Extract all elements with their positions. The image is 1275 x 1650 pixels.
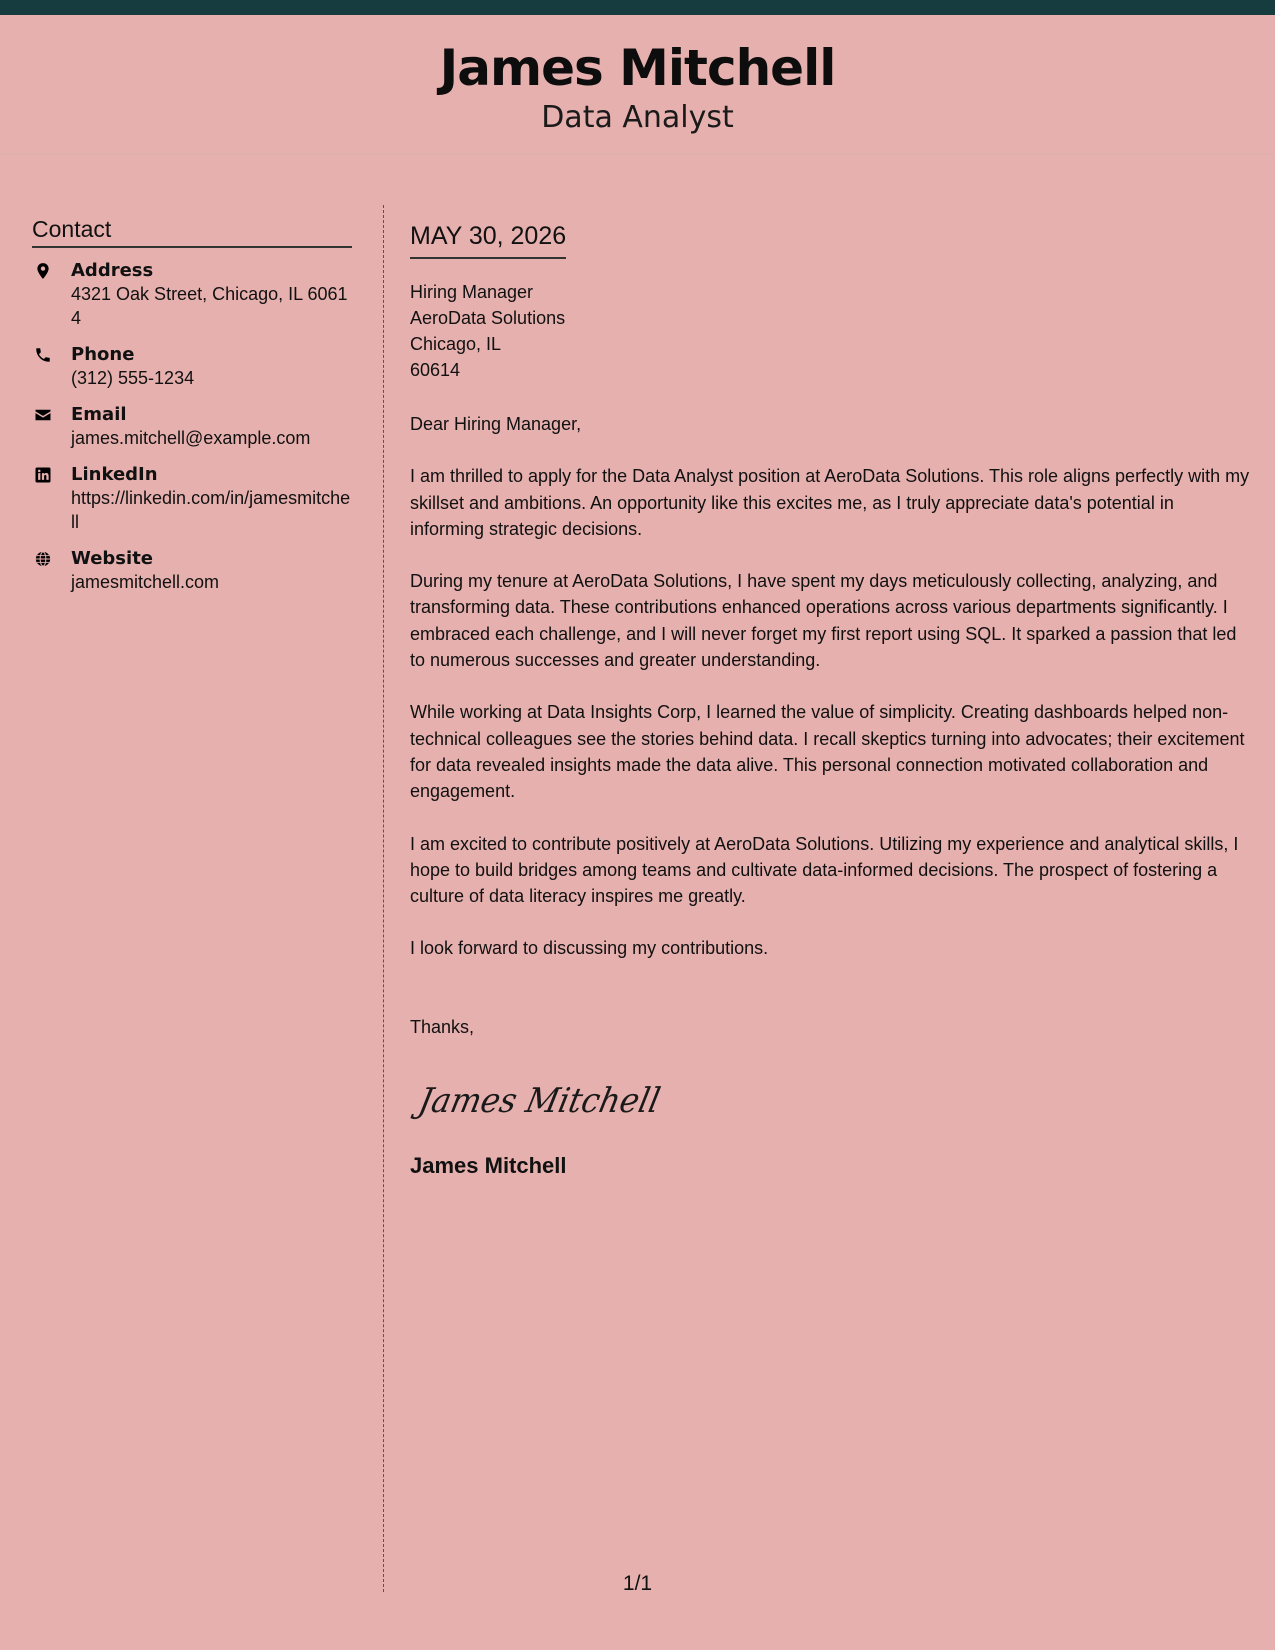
recipient-line: AeroData Solutions: [410, 308, 566, 328]
contact-email: [32, 404, 352, 450]
top-accent-bar: [0, 0, 1275, 15]
page-number: 1/1: [622, 1572, 653, 1595]
recipient-line: 60614: [410, 360, 461, 380]
recipient-line: Chicago, IL: [410, 334, 502, 354]
contact-phone: [32, 344, 352, 390]
address-value: 4321 Oak Street, Chicago, IL 60614: [71, 284, 348, 328]
contact-linkedin: [32, 464, 352, 534]
contact-website: [32, 548, 352, 594]
linkedin-value[interactable]: https://linkedin.com/in/jamesmitchell: [71, 488, 351, 532]
applicant-title: Data Analyst: [541, 100, 734, 135]
envelope-icon: [34, 406, 52, 424]
contact-sidebar: [32, 218, 352, 608]
paragraph: I look forward to discussing my contributions.: [410, 938, 769, 959]
phone-icon: [34, 346, 52, 364]
recipient-block: [410, 279, 1252, 383]
map-pin-icon: [34, 262, 52, 280]
contact-address: [32, 260, 352, 330]
header: [0, 15, 1275, 155]
paragraph: During my tenure at AeroData Solutions, I have spent my days meticulously collecting, analyzing, and transforming data. These contributions enhanced operations across various departments significantly. I embraced each challenge, and I will never forget my first report using SQL. It sparked a passion that led to numerous successes and greater understanding.: [410, 571, 1237, 671]
applicant-name: James Mitchell: [439, 39, 836, 97]
website-value[interactable]: jamesmitchell.com: [71, 572, 220, 592]
address-label: Address: [71, 260, 154, 281]
closing: Thanks,: [410, 1016, 475, 1037]
website-label: Website: [71, 548, 154, 569]
salutation: Dear Hiring Manager,: [410, 414, 582, 434]
contact-heading: Contact: [32, 218, 352, 248]
paragraph: While working at Data Insights Corp, I learned the value of simplicity. Creating dashboards helped non-technical colleagues see the stories behind data. I recall skeptics turning into advocates; their excitement for data revealed insights made the data alive. This personal connection motivated collaboration and engagement.: [410, 702, 1245, 802]
email-label: Email: [71, 404, 127, 425]
paragraph: I am thrilled to apply for the Data Analyst position at AeroData Solutions. This role aligns perfectly with my skillset and ambitions. An opportunity like this excites me, as I truly appreciate data's potential in informing strategic decisions.: [410, 466, 1250, 539]
signed-name: James Mitchell: [410, 1153, 567, 1179]
paragraph: I am excited to contribute positively at AeroData Solutions. Utilizing my experience and analytical skills, I hope to build bridges among teams and cultivate data-informed decisions. The prospect of fostering a culture of data literacy inspires me greatly.: [410, 833, 1239, 907]
globe-icon: [34, 550, 52, 568]
phone-label: Phone: [71, 344, 135, 365]
letter-body: [410, 224, 1252, 1179]
recipient-line: Hiring Manager: [410, 282, 534, 302]
letter-date: MAY 30, 2026: [410, 224, 566, 259]
handwritten-signature: [410, 1070, 670, 1126]
column-divider: [383, 205, 384, 1592]
linkedin-icon: [34, 466, 52, 484]
signature-text: James Mitchell: [415, 1081, 670, 1121]
email-value[interactable]: james.mitchell@example.com: [71, 428, 311, 448]
phone-value: (312) 555-1234: [71, 368, 195, 388]
linkedin-label: LinkedIn: [71, 464, 158, 485]
